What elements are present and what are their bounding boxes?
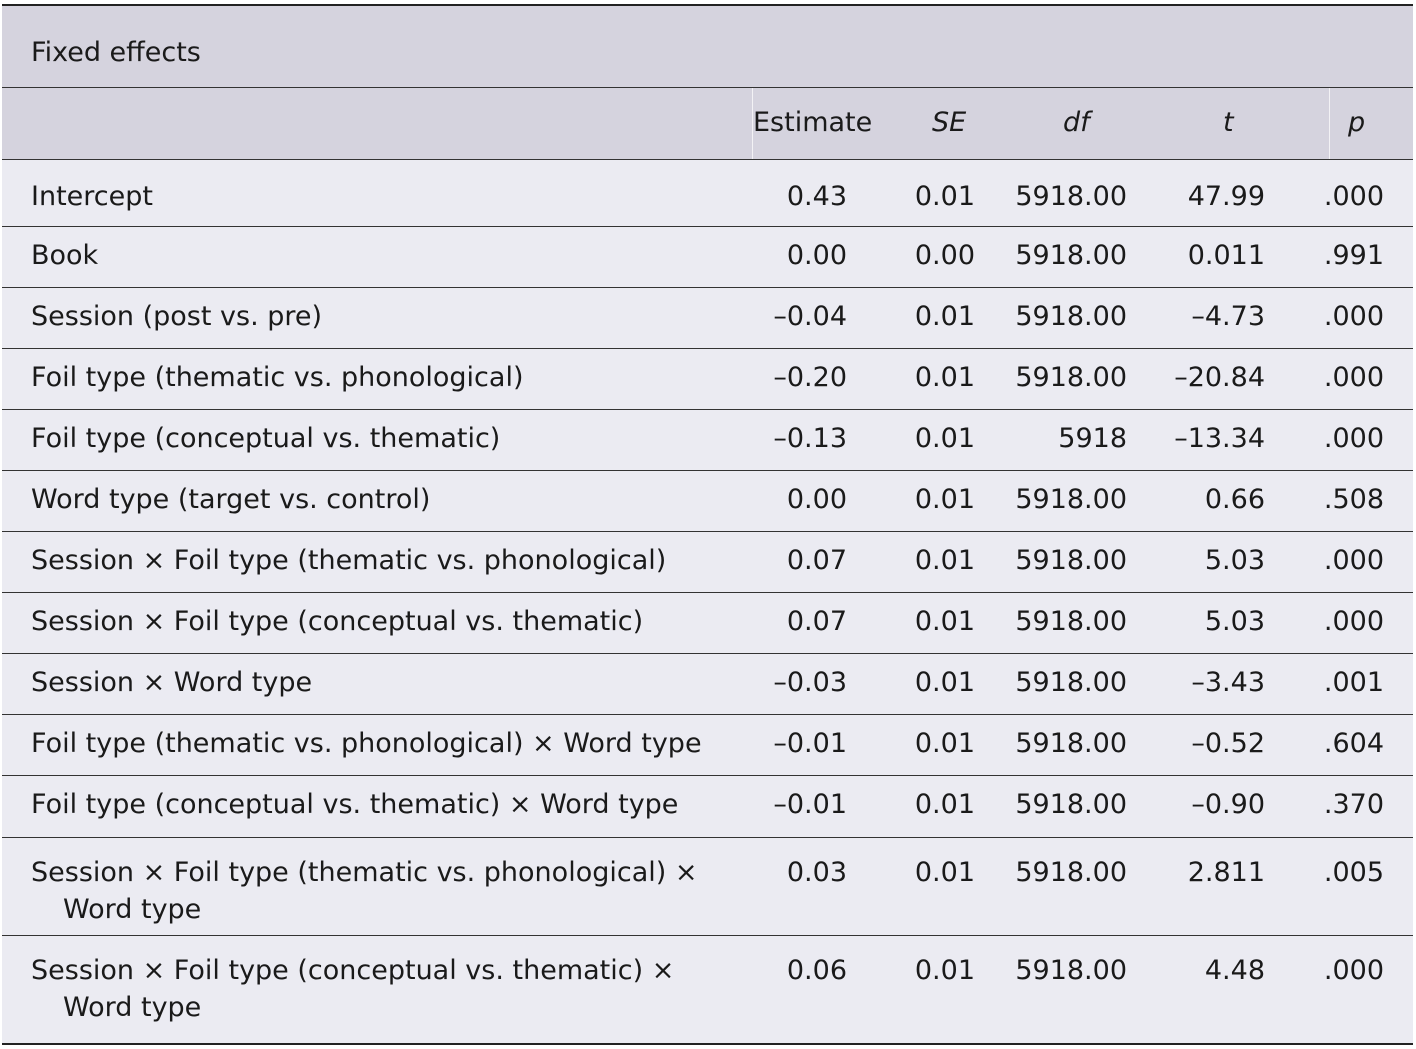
cell-estimate: 0.07 bbox=[786, 606, 847, 637]
row-label-text: Session × Foil type (thematic vs. phonological) × bbox=[31, 857, 698, 888]
row-label bbox=[31, 481, 430, 518]
table-row bbox=[2, 593, 1413, 654]
cell-df: 5918.00 bbox=[1015, 240, 1127, 271]
cell-se: 0.01 bbox=[914, 857, 975, 888]
cell-df: 5918.00 bbox=[1015, 789, 1127, 820]
cell-estimate: 0.00 bbox=[786, 240, 847, 271]
row-label-text: Foil type (conceptual vs. thematic) × Word type bbox=[31, 789, 679, 820]
table-row bbox=[2, 654, 1413, 715]
table-row bbox=[2, 349, 1413, 410]
cell-df: 5918 bbox=[1058, 423, 1127, 454]
row-label bbox=[31, 178, 153, 215]
cell-se: 0.01 bbox=[914, 667, 975, 698]
table-row bbox=[2, 532, 1413, 593]
cell-t: 0.66 bbox=[1204, 484, 1265, 515]
cell-t: –4.73 bbox=[1191, 301, 1265, 332]
header-df: df bbox=[1063, 107, 1090, 138]
row-label-text: Foil type (conceptual vs. thematic) bbox=[31, 423, 501, 454]
table-row bbox=[2, 288, 1413, 349]
row-label bbox=[31, 786, 678, 823]
table-row bbox=[2, 471, 1413, 532]
row-label-continuation: Word type bbox=[63, 992, 202, 1023]
cell-df: 5918.00 bbox=[1015, 667, 1127, 698]
cell-p: .000 bbox=[1323, 423, 1384, 454]
cell-t: 47.99 bbox=[1187, 181, 1265, 212]
cell-estimate: –0.20 bbox=[773, 362, 847, 393]
row-label-text: Foil type (thematic vs. phonological) × Word type bbox=[31, 728, 702, 759]
cell-df: 5918.00 bbox=[1015, 484, 1127, 515]
row-label bbox=[31, 725, 702, 762]
cell-se: 0.01 bbox=[914, 362, 975, 393]
table-body bbox=[2, 160, 1413, 1037]
cell-t: 5.03 bbox=[1204, 545, 1265, 576]
row-label bbox=[31, 952, 674, 1026]
table-row bbox=[2, 715, 1413, 776]
cell-df: 5918.00 bbox=[1015, 955, 1127, 986]
cell-t: 4.48 bbox=[1204, 955, 1265, 986]
row-label bbox=[31, 237, 98, 274]
cell-estimate: –0.04 bbox=[773, 301, 847, 332]
cell-df: 5918.00 bbox=[1015, 606, 1127, 637]
table-row bbox=[2, 776, 1413, 838]
header-separator bbox=[1329, 88, 1330, 159]
cell-se: 0.01 bbox=[914, 181, 975, 212]
cell-estimate: –0.03 bbox=[773, 667, 847, 698]
table-row bbox=[2, 164, 1413, 227]
row-label-text: Book bbox=[31, 240, 99, 271]
header-estimate: Estimate bbox=[753, 107, 873, 138]
header-se: SE bbox=[932, 107, 967, 138]
cell-estimate: –0.01 bbox=[773, 728, 847, 759]
cell-p: .001 bbox=[1323, 667, 1384, 698]
column-header-row bbox=[2, 88, 1413, 160]
row-label bbox=[31, 359, 523, 396]
cell-p: .991 bbox=[1323, 240, 1384, 271]
table-row bbox=[2, 410, 1413, 471]
cell-t: –0.90 bbox=[1191, 789, 1265, 820]
cell-se: 0.01 bbox=[914, 728, 975, 759]
cell-df: 5918.00 bbox=[1015, 362, 1127, 393]
row-label-text: Session × Foil type (thematic vs. phonological) bbox=[31, 545, 667, 576]
cell-p: .000 bbox=[1323, 606, 1384, 637]
cell-p: .000 bbox=[1323, 955, 1384, 986]
cell-se: 0.01 bbox=[914, 606, 975, 637]
cell-df: 5918.00 bbox=[1015, 181, 1127, 212]
header-t: t bbox=[1223, 107, 1234, 138]
cell-t: –20.84 bbox=[1174, 362, 1265, 393]
row-label-text: Session × Foil type (conceptual vs. thematic) bbox=[31, 606, 644, 637]
cell-se: 0.01 bbox=[914, 301, 975, 332]
fixed-effects-table bbox=[2, 4, 1413, 1045]
table-title: Fixed effects bbox=[2, 6, 1413, 88]
row-label bbox=[31, 603, 643, 640]
cell-estimate: 0.07 bbox=[786, 545, 847, 576]
cell-df: 5918.00 bbox=[1015, 301, 1127, 332]
cell-p: .370 bbox=[1323, 789, 1384, 820]
cell-p: .604 bbox=[1323, 728, 1384, 759]
table-row bbox=[2, 838, 1413, 936]
cell-t: 5.03 bbox=[1204, 606, 1265, 637]
table-row bbox=[2, 936, 1413, 1037]
cell-se: 0.01 bbox=[914, 545, 975, 576]
row-label-continuation: Word type bbox=[63, 894, 202, 925]
cell-t: –13.34 bbox=[1174, 423, 1265, 454]
cell-se: 0.00 bbox=[914, 240, 975, 271]
cell-se: 0.01 bbox=[914, 789, 975, 820]
cell-df: 5918.00 bbox=[1015, 728, 1127, 759]
cell-t: 2.811 bbox=[1187, 857, 1265, 888]
row-label bbox=[31, 298, 322, 335]
row-label-text: Intercept bbox=[31, 181, 153, 212]
cell-estimate: 0.06 bbox=[786, 955, 847, 986]
header-p: p bbox=[1348, 107, 1366, 138]
cell-estimate: 0.03 bbox=[786, 857, 847, 888]
cell-p: .000 bbox=[1323, 545, 1384, 576]
cell-t: 0.011 bbox=[1187, 240, 1265, 271]
row-label bbox=[31, 542, 666, 579]
row-label bbox=[31, 664, 312, 701]
row-label-text: Word type (target vs. control) bbox=[31, 484, 431, 515]
cell-p: .000 bbox=[1323, 181, 1384, 212]
row-label-text: Session × Word type bbox=[31, 667, 313, 698]
cell-p: .005 bbox=[1323, 857, 1384, 888]
row-label-text: Session (post vs. pre) bbox=[31, 301, 323, 332]
cell-p: .000 bbox=[1323, 301, 1384, 332]
row-label bbox=[31, 854, 697, 928]
row-label bbox=[31, 420, 500, 457]
cell-p: .508 bbox=[1323, 484, 1384, 515]
cell-df: 5918.00 bbox=[1015, 857, 1127, 888]
cell-estimate: –0.01 bbox=[773, 789, 847, 820]
cell-t: –3.43 bbox=[1191, 667, 1265, 698]
cell-se: 0.01 bbox=[914, 423, 975, 454]
cell-estimate: 0.43 bbox=[786, 181, 847, 212]
cell-df: 5918.00 bbox=[1015, 545, 1127, 576]
row-label-text: Foil type (thematic vs. phonological) bbox=[31, 362, 524, 393]
row-label-text: Session × Foil type (conceptual vs. thematic) × bbox=[31, 955, 675, 986]
cell-se: 0.01 bbox=[914, 955, 975, 986]
cell-se: 0.01 bbox=[914, 484, 975, 515]
cell-t: –0.52 bbox=[1191, 728, 1265, 759]
cell-estimate: –0.13 bbox=[773, 423, 847, 454]
cell-p: .000 bbox=[1323, 362, 1384, 393]
table-row bbox=[2, 227, 1413, 288]
cell-estimate: 0.00 bbox=[786, 484, 847, 515]
